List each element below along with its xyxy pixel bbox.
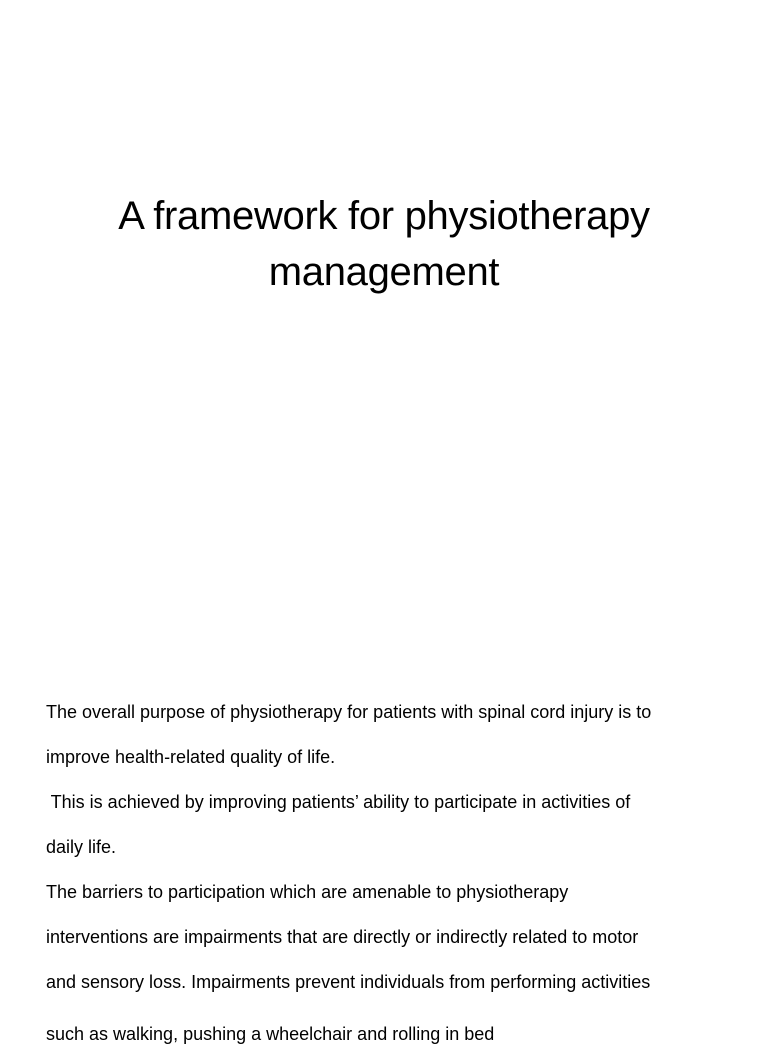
body-line-5: The barriers to participation which are amenable to physiotherapy [46,882,569,902]
body-text [46,690,746,1005]
body-line-2: improve health-related quality of life. [46,747,336,767]
body-line-8: such as walking, pushing a wheelchair and rolling in bed [46,1024,495,1044]
slide-title-line-1: A framework for physiotherapy [118,194,650,238]
body-line-8-clipped [46,1004,736,1044]
body-line-7: and sensory loss. Impairments prevent individuals from performing activities [46,972,651,992]
body-line-4: daily life. [46,837,117,857]
body-line-3: This is achieved by improving patients’ ability to participate in activities of [46,792,631,812]
slide-title-line-2: management [268,250,500,294]
slide-title [0,188,768,300]
body-line-6: interventions are impairments that are directly or indirectly related to motor [46,927,639,947]
body-line-1: The overall purpose of physiotherapy for patients with spinal cord injury is to [46,702,652,722]
